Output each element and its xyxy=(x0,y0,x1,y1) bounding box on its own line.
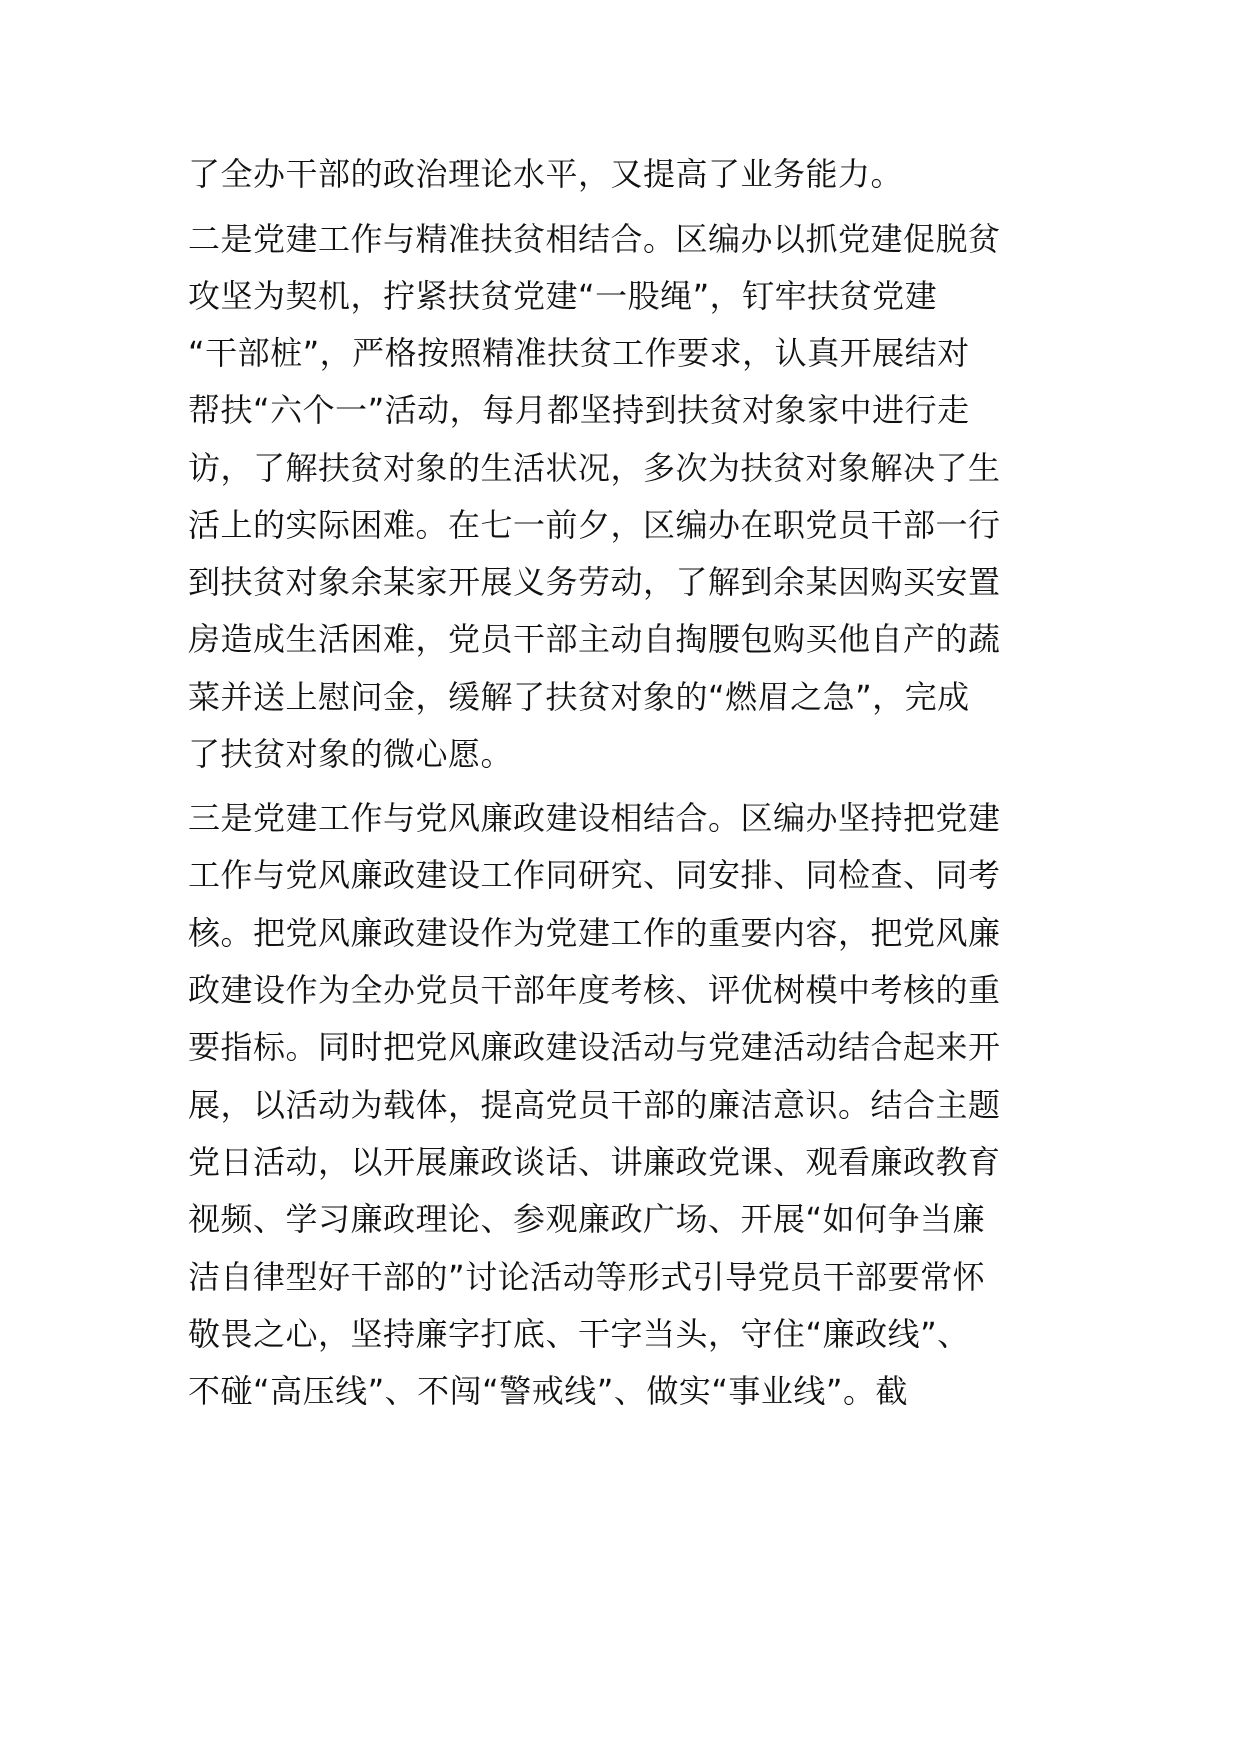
text-line: 工作与党风廉政建设工作同研究、同安排、同检查、同考 xyxy=(188,856,1001,894)
text-line: 政建设作为全办党员干部年度考核、评优树模中考核的重 xyxy=(188,971,1001,1009)
text-line: 到扶贫对象余某家开展义务劳动，了解到余某因购买安置 xyxy=(188,563,1001,601)
text-line: 核。把党风廉政建设作为党建工作的重要内容，把党风廉 xyxy=(188,914,1001,952)
text-line: 房造成生活困难，党员干部主动自掏腰包购买他自产的蔬 xyxy=(188,620,1001,658)
text-line: 展，以活动为载体，提高党员干部的廉洁意识。结合主题 xyxy=(188,1086,1001,1124)
text-line: 敬畏之心，坚持廉字打底、干字当头，守住“廉政线”、 xyxy=(188,1315,970,1353)
text-line: 洁自律型好干部的”讨论活动等形式引导党员干部要常怀 xyxy=(188,1258,986,1296)
text-line: 二是党建工作与精准扶贫相结合。区编办以抓党建促脱贫 xyxy=(188,220,1001,258)
text-line: 要指标。同时把党风廉政建设活动与党建活动结合起来开 xyxy=(188,1028,1001,1066)
text-line: 活上的实际困难。在七一前夕，区编办在职党员干部一行 xyxy=(188,506,1001,544)
text-line: 不碰“高压线”、不闯“警戒线”、做实“事业线”。截 xyxy=(188,1372,908,1410)
text-line: 访，了解扶贫对象的生活状况，多次为扶贫对象解决了生 xyxy=(188,449,1001,487)
text-line: 了扶贫对象的微心愿。 xyxy=(188,735,514,773)
text-line: 三是党建工作与党风廉政建设相结合。区编办坚持把党建 xyxy=(188,799,1001,837)
text-line: 视频、学习廉政理论、参观廉政广场、开展“如何争当廉 xyxy=(188,1200,986,1238)
text-line: 菜并送上慰问金，缓解了扶贫对象的“燃眉之急”，完成 xyxy=(188,678,970,716)
text-line: 帮扶“六个一”活动，每月都坚持到扶贫对象家中进行走 xyxy=(188,391,970,429)
text-line: “干部桩”，严格按照精准扶贫工作要求，认真开展结对 xyxy=(188,334,970,372)
text-line: 了全办干部的政治理论水平，又提高了业务能力。 xyxy=(188,155,904,193)
text-line: 党日活动，以开展廉政谈话、讲廉政党课、观看廉政教育 xyxy=(188,1143,1001,1181)
text-line: 攻坚为契机，拧紧扶贫党建“一股绳”，钉牢扶贫党建 xyxy=(188,277,938,315)
